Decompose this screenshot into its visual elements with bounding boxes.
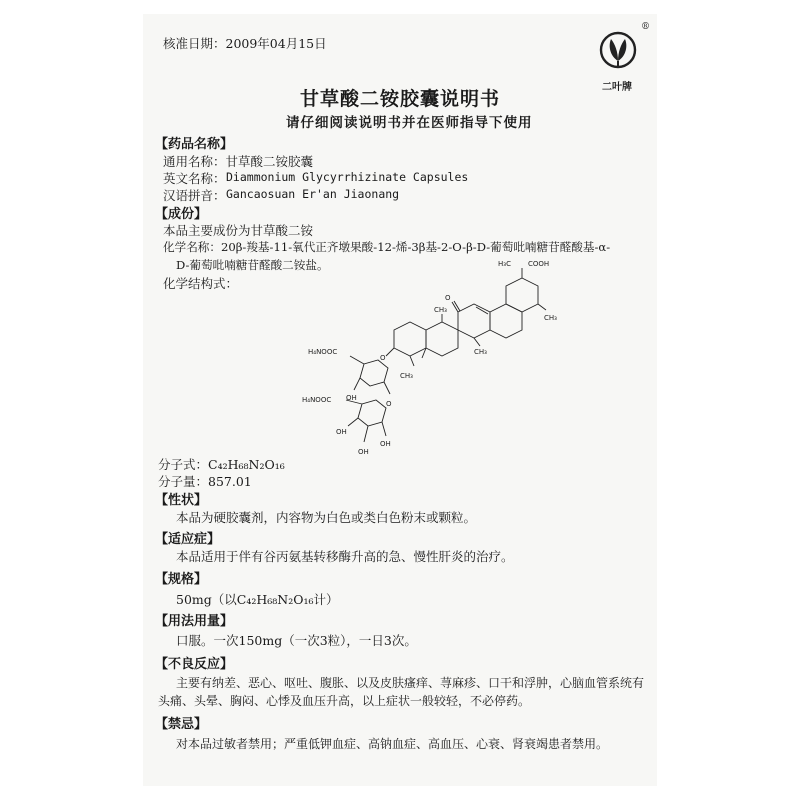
structure-label: 化学结构式：	[163, 276, 239, 291]
brand-name: 二叶牌	[602, 82, 632, 93]
structure-label-oh-1: OH	[346, 394, 357, 402]
chemical-name-line-2: D-葡萄吡喃糖苷醛酸二铵盐。	[176, 258, 329, 272]
structure-label-ch3-3: CH₃	[544, 314, 557, 322]
structure-label-h4nooc-2: H₄NOOC	[302, 396, 332, 404]
structure-label-oh-4: OH	[358, 448, 369, 456]
molecular-formula: 分子式：C₄₂H₆₈N₂O₁₆	[158, 457, 285, 472]
section-header-indications: 【适应症】	[155, 532, 221, 547]
english-name-label: 英文名称：	[163, 171, 226, 186]
section-header-adverse-reactions: 【不良反应】	[155, 657, 234, 672]
structure-label-ch3-4: CH₃	[400, 372, 413, 380]
structure-label-ch3-2: CH₃	[474, 348, 487, 356]
main-ingredient: 本品主要成份为甘草酸二铵	[163, 223, 314, 238]
specification-text: 50mg（以C₄₂H₆₈N₂O₁₆计）	[176, 592, 339, 607]
section-header-dosage: 【用法用量】	[155, 614, 234, 629]
section-header-composition: 【成份】	[155, 207, 208, 222]
properties-text: 本品为硬胶囊剂，内容物为白色或类白色粉末或颗粒。	[176, 510, 477, 525]
adverse-reactions-line-2: 头痛、头晕、胸闷、心悸及血压升高，以上症状一般较轻，不必停药。	[158, 694, 531, 708]
section-header-drug-name: 【药品名称】	[155, 137, 234, 152]
chemical-name-line-1: 化学名称：20β-羧基-11-氧代正齐墩果酸-12-烯-3β基-2-O-β-D-葡萄吡喃糖苷醛酸基-α-	[163, 240, 611, 254]
section-header-properties: 【性状】	[155, 493, 208, 508]
chemical-structure-diagram	[300, 250, 580, 460]
adverse-reactions-line-1: 主要有纳差、恶心、呕吐、腹胀、以及皮肤瘙痒、荨麻疹、口干和浮肿，心脑血管系统有	[176, 676, 645, 690]
structure-label-oh-3: OH	[380, 440, 391, 448]
section-header-contraindications: 【禁忌】	[155, 717, 208, 732]
structure-label-h4nooc-1: H₄NOOC	[308, 348, 338, 356]
document-title: 甘草酸二铵胶囊说明书	[300, 88, 501, 110]
structure-label-o-2: O	[386, 400, 392, 408]
pinyin-name: Gancaosuan Er'an Jiaonang	[226, 187, 400, 201]
document-subtitle: 请仔细阅读说明书并在医师指导下使用	[286, 115, 533, 131]
registered-mark: ®	[641, 22, 650, 32]
brand-leaf-logo-icon	[596, 28, 640, 72]
dosage-text: 口服。一次150mg（一次3粒），一日3次。	[176, 633, 417, 648]
indications-text: 本品适用于伴有谷丙氨基转移酶升高的急、慢性肝炎的治疗。	[176, 549, 514, 564]
english-name: Diammonium Glycyrrhizinate Capsules	[226, 170, 469, 184]
molecular-mass: 分子量：857.01	[158, 474, 252, 489]
structure-label-o-1: O	[380, 354, 386, 362]
section-header-specification: 【规格】	[155, 572, 208, 587]
contraindications-text: 对本品过敏者禁用；严重低钾血症、高钠血症、高血压、心衰、肾衰竭患者禁用。	[176, 737, 609, 751]
structure-label-ketone-o: O	[445, 294, 451, 302]
approval-date: 核准日期：2009年04月15日	[163, 36, 327, 51]
pinyin-label: 汉语拼音：	[163, 188, 226, 203]
structure-label-cooh: COOH	[528, 260, 550, 268]
structure-label-h3c: H₃C	[498, 260, 511, 268]
generic-name: 通用名称：甘草酸二铵胶囊	[163, 154, 314, 169]
structure-label-oh-2: OH	[336, 428, 347, 436]
structure-label-ch3-1: CH₃	[434, 306, 447, 314]
